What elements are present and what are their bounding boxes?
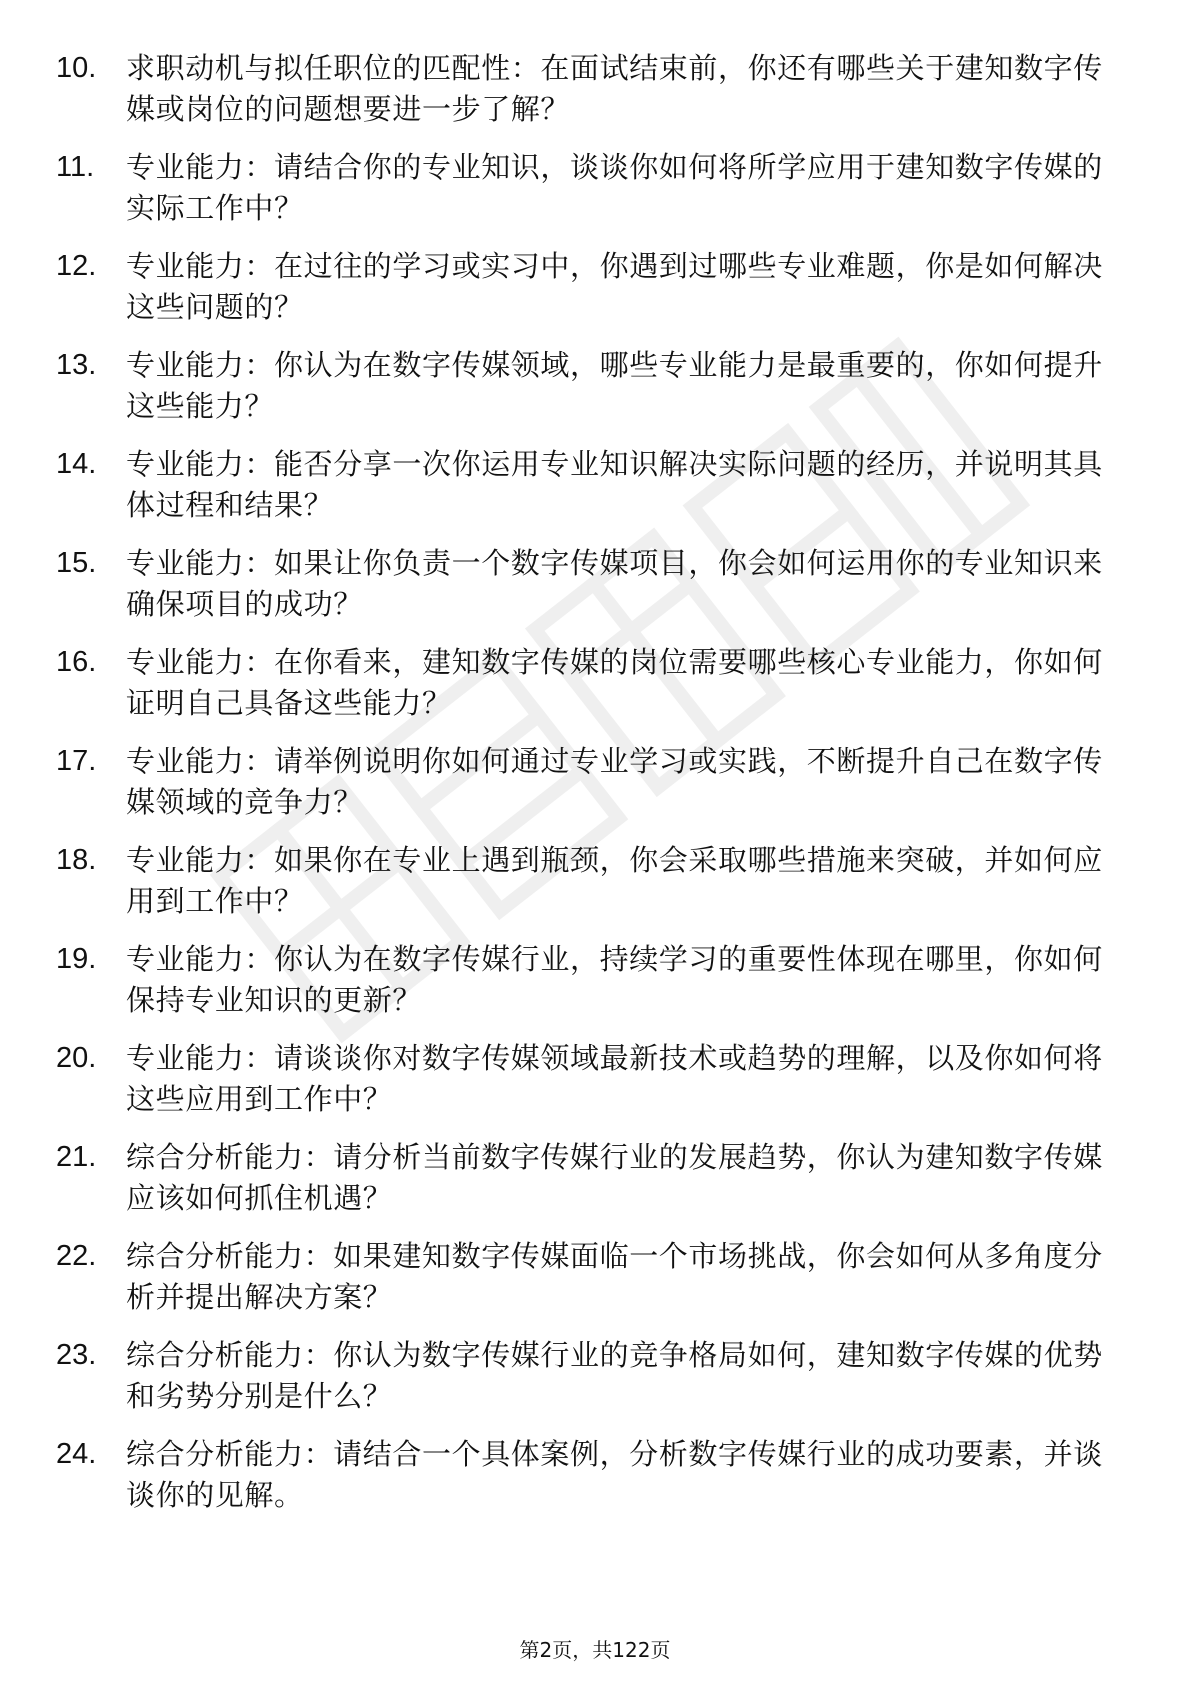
question-number: 13. xyxy=(56,349,97,381)
question-text: 专业能力：在过往的学习或实习中，你遇到过哪些专业难题，你是如何解决这些问题的？ xyxy=(126,249,1103,324)
question-text: 专业能力：你认为在数字传媒领域，哪些专业能力是最重要的，你如何提升这些能力？ xyxy=(126,348,1103,423)
page-footer: 第2页，共122页 xyxy=(519,1638,671,1662)
question-number: 21. xyxy=(56,1141,97,1173)
question-item xyxy=(56,444,1116,526)
question-number: 23. xyxy=(56,1339,97,1371)
question-text: 综合分析能力：你认为数字传媒行业的竞争格局如何，建知数字传媒的优势和劣势分别是什么？ xyxy=(126,1338,1103,1413)
question-item xyxy=(56,741,1116,823)
question-number: 12. xyxy=(56,250,97,282)
question-number: 24. xyxy=(56,1438,97,1470)
question-item xyxy=(56,642,1116,724)
question-item xyxy=(56,48,1116,130)
question-number: 10. xyxy=(56,52,97,84)
question-item xyxy=(56,147,1116,229)
question-number: 11. xyxy=(56,151,95,183)
question-text: 专业能力：能否分享一次你运用专业知识解决实际问题的经历，并说明其具体过程和结果？ xyxy=(126,447,1103,522)
question-item xyxy=(56,543,1116,625)
question-text: 综合分析能力：如果建知数字传媒面临一个市场挑战，你会如何从多角度分析并提出解决方案？ xyxy=(126,1239,1103,1314)
question-text: 求职动机与拟任职位的匹配性：在面试结束前，你还有哪些关于建知数字传媒或岗位的问题想要进一步了解？ xyxy=(126,51,1103,126)
question-text: 专业能力：如果让你负责一个数字传媒项目，你会如何运用你的专业知识来确保项目的成功？ xyxy=(126,546,1103,621)
question-item xyxy=(56,1038,1116,1120)
question-number: 14. xyxy=(56,448,97,480)
question-item xyxy=(56,1434,1116,1516)
question-text: 专业能力：请结合你的专业知识，谈谈你如何将所学应用于建知数字传媒的实际工作中？ xyxy=(126,150,1103,225)
question-number: 19. xyxy=(56,943,97,975)
question-text: 专业能力：请举例说明你如何通过专业学习或实践，不断提升自己在数字传媒领域的竞争力？ xyxy=(126,744,1103,819)
question-text: 专业能力：在你看来，建知数字传媒的岗位需要哪些核心专业能力，你如何证明自己具备这些能力？ xyxy=(126,645,1103,720)
question-list xyxy=(56,48,1116,1533)
question-number: 18. xyxy=(56,844,97,876)
question-text: 专业能力：请谈谈你对数字传媒领域最新技术或趋势的理解，以及你如何将这些应用到工作中？ xyxy=(126,1041,1103,1116)
question-item xyxy=(56,246,1116,328)
question-item xyxy=(56,1137,1116,1219)
question-number: 20. xyxy=(56,1042,97,1074)
question-item xyxy=(56,1335,1116,1417)
question-number: 17. xyxy=(56,745,97,777)
question-number: 15. xyxy=(56,547,97,579)
question-item xyxy=(56,345,1116,427)
question-number: 22. xyxy=(56,1240,97,1272)
question-text: 综合分析能力：请分析当前数字传媒行业的发展趋势，你认为建知数字传媒应该如何抓住机遇？ xyxy=(126,1140,1103,1215)
question-text: 专业能力：你认为在数字传媒行业，持续学习的重要性体现在哪里，你如何保持专业知识的更新？ xyxy=(126,942,1103,1017)
question-number: 16. xyxy=(56,646,97,678)
question-item xyxy=(56,1236,1116,1318)
question-item xyxy=(56,939,1116,1021)
question-text: 综合分析能力：请结合一个具体案例，分析数字传媒行业的成功要素，并谈谈你的见解。 xyxy=(126,1437,1103,1512)
question-text: 专业能力：如果你在专业上遇到瓶颈，你会采取哪些措施来突破，并如何应用到工作中？ xyxy=(126,843,1103,918)
question-item xyxy=(56,840,1116,922)
